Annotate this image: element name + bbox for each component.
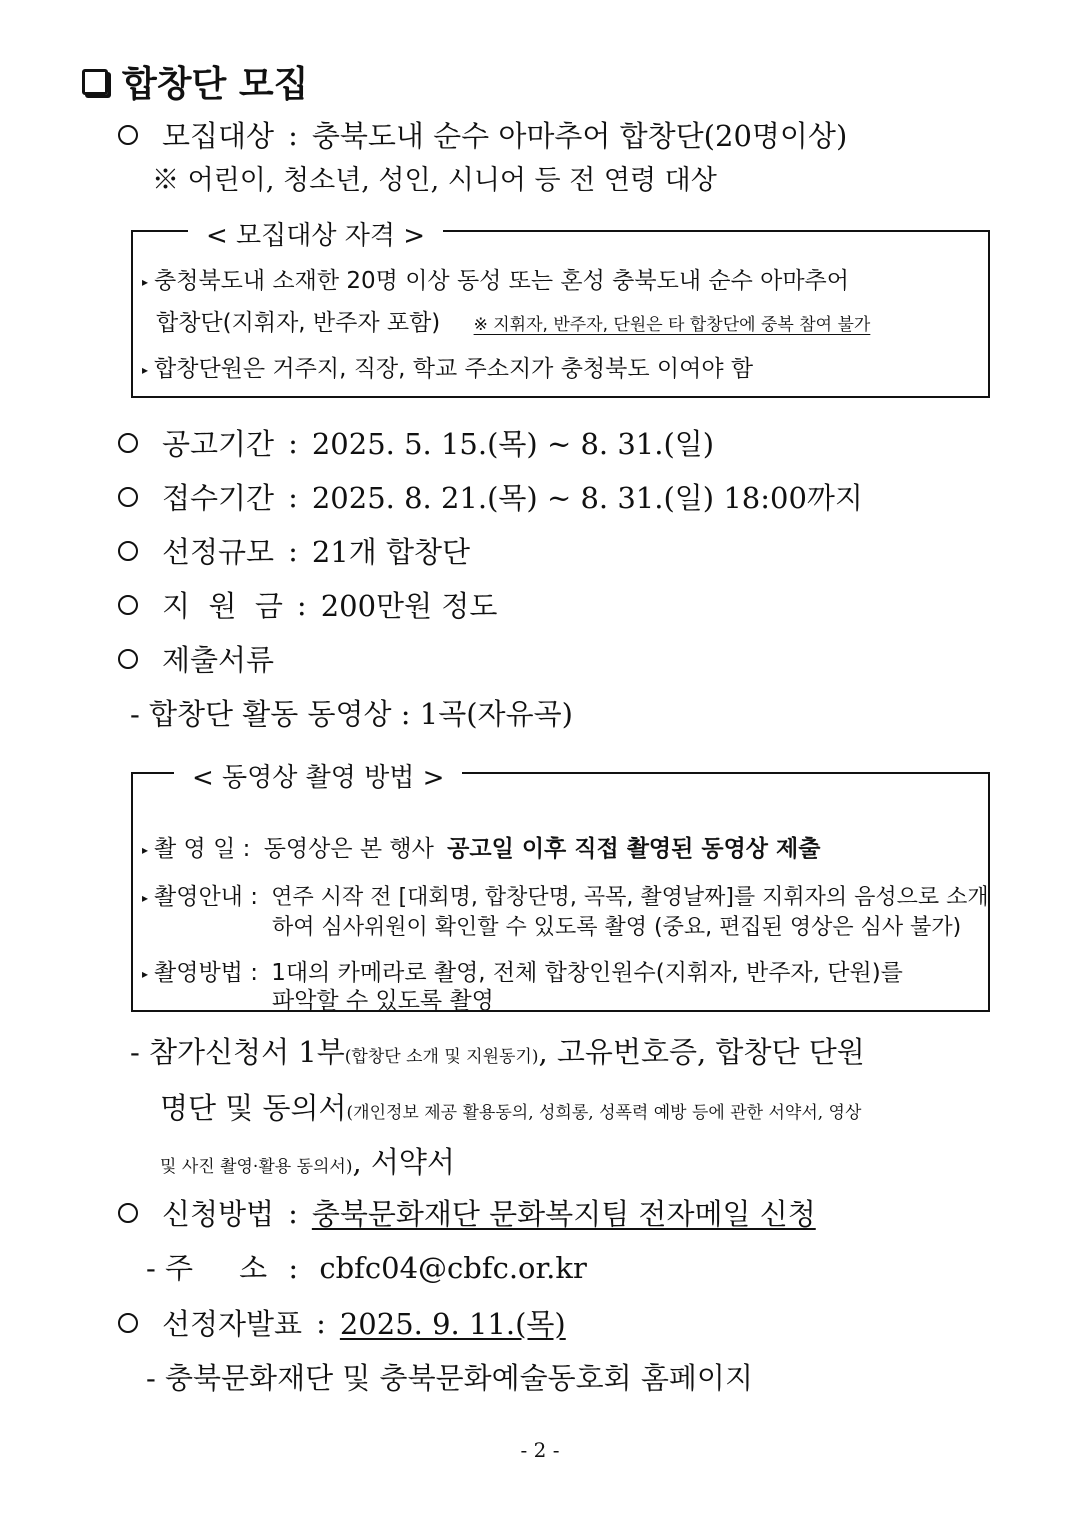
qualification-line-1 (142, 262, 849, 295)
item-target-label: 모집대상 (162, 119, 275, 153)
docs-app-part1-small: (합창단 소개 및 지원동기) (344, 1047, 539, 1067)
item-target-sep: : (288, 117, 298, 152)
triangle-bullet-icon: ▸ (142, 966, 149, 981)
page-number: - 2 - (520, 1438, 560, 1462)
circle-bullet-icon (118, 125, 138, 145)
triangle-bullet-icon: ▸ (142, 890, 149, 905)
item-scale-sep: : (288, 533, 298, 568)
item-address (146, 1246, 587, 1287)
item-apply-value: 충북문화재단 문화복지팀 전자메일 신청 (311, 1197, 816, 1231)
item-apply (118, 1192, 816, 1233)
triangle-bullet-icon: ▸ (142, 842, 149, 857)
video-method-label: 촬영방법 : (154, 960, 258, 986)
item-apply-label: 신청방법 (162, 1197, 275, 1231)
video-day-line (142, 830, 820, 863)
video-guide-line-1 (142, 878, 989, 911)
docs-app-part3-small: (개인정보 제공 활용동의, 성희롱, 성폭력 예방 등에 관한 서약서, 영상 (346, 1103, 862, 1123)
item-announce-sep: : (316, 1305, 326, 1340)
video-day-bold: 공고일 이후 직접 촬영된 동영상 제출 (447, 836, 821, 862)
video-guide-text-1: 연주 시작 전 [대회명, 합창단명, 곡목, 촬영날짜]를 지휘자의 음성으로 소개 (271, 885, 989, 910)
item-receipt-label: 접수기간 (162, 481, 275, 515)
item-notice-sep: : (288, 425, 298, 460)
qualification-box-title: < 모집대상 자격 > (188, 215, 443, 252)
item-notice (118, 422, 714, 463)
item-target (118, 114, 847, 155)
circle-bullet-icon (118, 433, 138, 453)
announce-where: - 충북문화재단 및 충북문화예술동호회 홈페이지 (146, 1361, 753, 1395)
video-method-text-1: 1대의 카메라로 촬영, 전체 합창인원수(지휘자, 반주자, 단원)를 (271, 960, 903, 986)
qualification-note: ※ 지휘자, 반주자, 단원은 타 합창단에 중복 참여 불가 (473, 315, 871, 335)
item-receipt-value: 2025. 8. 21.(목) ~ 8. 31.(일) 18:00까지 (311, 481, 863, 515)
qualification-line-1-text: 충청북도내 소재한 20명 이상 동성 또는 혼성 충북도내 순수 아마추어 (154, 268, 849, 294)
video-method-line-1 (142, 954, 903, 987)
checkbox-icon (82, 69, 108, 95)
docs-application-line-1 (130, 1030, 865, 1071)
section-title (82, 56, 308, 107)
circle-bullet-icon (118, 1313, 138, 1333)
triangle-bullet-icon: ▸ (142, 362, 149, 377)
item-address-value[interactable]: cbfc04@cbfc.or.kr (319, 1251, 587, 1285)
item-docs-label: 제출서류 (162, 643, 275, 677)
circle-bullet-icon (118, 541, 138, 561)
item-grant-sep: : (296, 587, 307, 622)
item-announce-label: 선정자발표 (162, 1307, 303, 1341)
item-receipt (118, 476, 863, 517)
item-notice-label: 공고기간 (162, 427, 275, 461)
docs-app-part4: , 서약서 (352, 1145, 455, 1179)
docs-application-line-3 (160, 1140, 455, 1181)
circle-bullet-icon (118, 595, 138, 615)
docs-application-line-2 (160, 1086, 861, 1127)
section-title-text: 합창단 모집 (122, 64, 309, 105)
video-day-label: 촬 영 일 : (154, 836, 251, 862)
item-grant (118, 584, 497, 625)
item-address-label: - 주 소 (146, 1251, 268, 1285)
item-grant-label: 지 원 금 (162, 589, 283, 623)
video-day-text: 동영상은 본 행사 (263, 836, 434, 862)
qualification-line-3 (142, 350, 753, 383)
docs-app-part4-small: 및 사진 촬영·활용 동의서) (160, 1157, 353, 1177)
circle-bullet-icon (118, 1203, 138, 1223)
video-guide-line-2: 하여 심사위원이 확인할 수 있도록 촬영 (중요, 편집된 영상은 심사 불가) (272, 915, 962, 940)
item-scale (118, 530, 470, 571)
qualification-line-3-text: 합창단원은 거주지, 직장, 학교 주소지가 충청북도 이여야 함 (154, 356, 754, 382)
video-method-line-2: 파악할 수 있도록 촬영 (272, 988, 494, 1014)
item-notice-value: 2025. 5. 15.(목) ~ 8. 31.(일) (311, 427, 715, 461)
item-announce (118, 1302, 566, 1343)
item-apply-sep: : (288, 1195, 298, 1230)
item-docs (118, 638, 274, 679)
circle-bullet-icon (118, 649, 138, 669)
docs-app-part3: 명단 및 동의서 (160, 1091, 347, 1125)
qualification-line-2-text: 합창단(지휘자, 반주자 포함) (156, 310, 441, 336)
item-announce-value: 2025. 9. 11.(목) (339, 1307, 566, 1341)
docs-app-part2: , 고유번호증, 합창단 단원 (538, 1035, 865, 1069)
item-scale-value: 21개 합창단 (311, 535, 471, 569)
item-target-value: 충북도내 순수 아마추어 합창단(20명이상) (311, 119, 848, 153)
video-method-box-title: < 동영상 촬영 방법 > (174, 757, 462, 794)
video-guide-label: 촬영안내 : (154, 884, 258, 910)
item-scale-label: 선정규모 (162, 535, 275, 569)
circle-bullet-icon (118, 487, 138, 507)
item-grant-value: 200만원 정도 (320, 589, 498, 623)
qualification-line-2 (156, 304, 870, 337)
triangle-bullet-icon: ▸ (142, 274, 149, 289)
docs-video: - 합창단 활동 동영상 : 1곡(자유곡) (130, 697, 573, 731)
docs-app-part1: - 참가신청서 1부 (130, 1035, 345, 1069)
item-receipt-sep: : (288, 479, 298, 514)
target-note: ※ 어린이, 청소년, 성인, 시니어 등 전 연령 대상 (152, 165, 717, 196)
item-address-sep: : (288, 1251, 299, 1285)
